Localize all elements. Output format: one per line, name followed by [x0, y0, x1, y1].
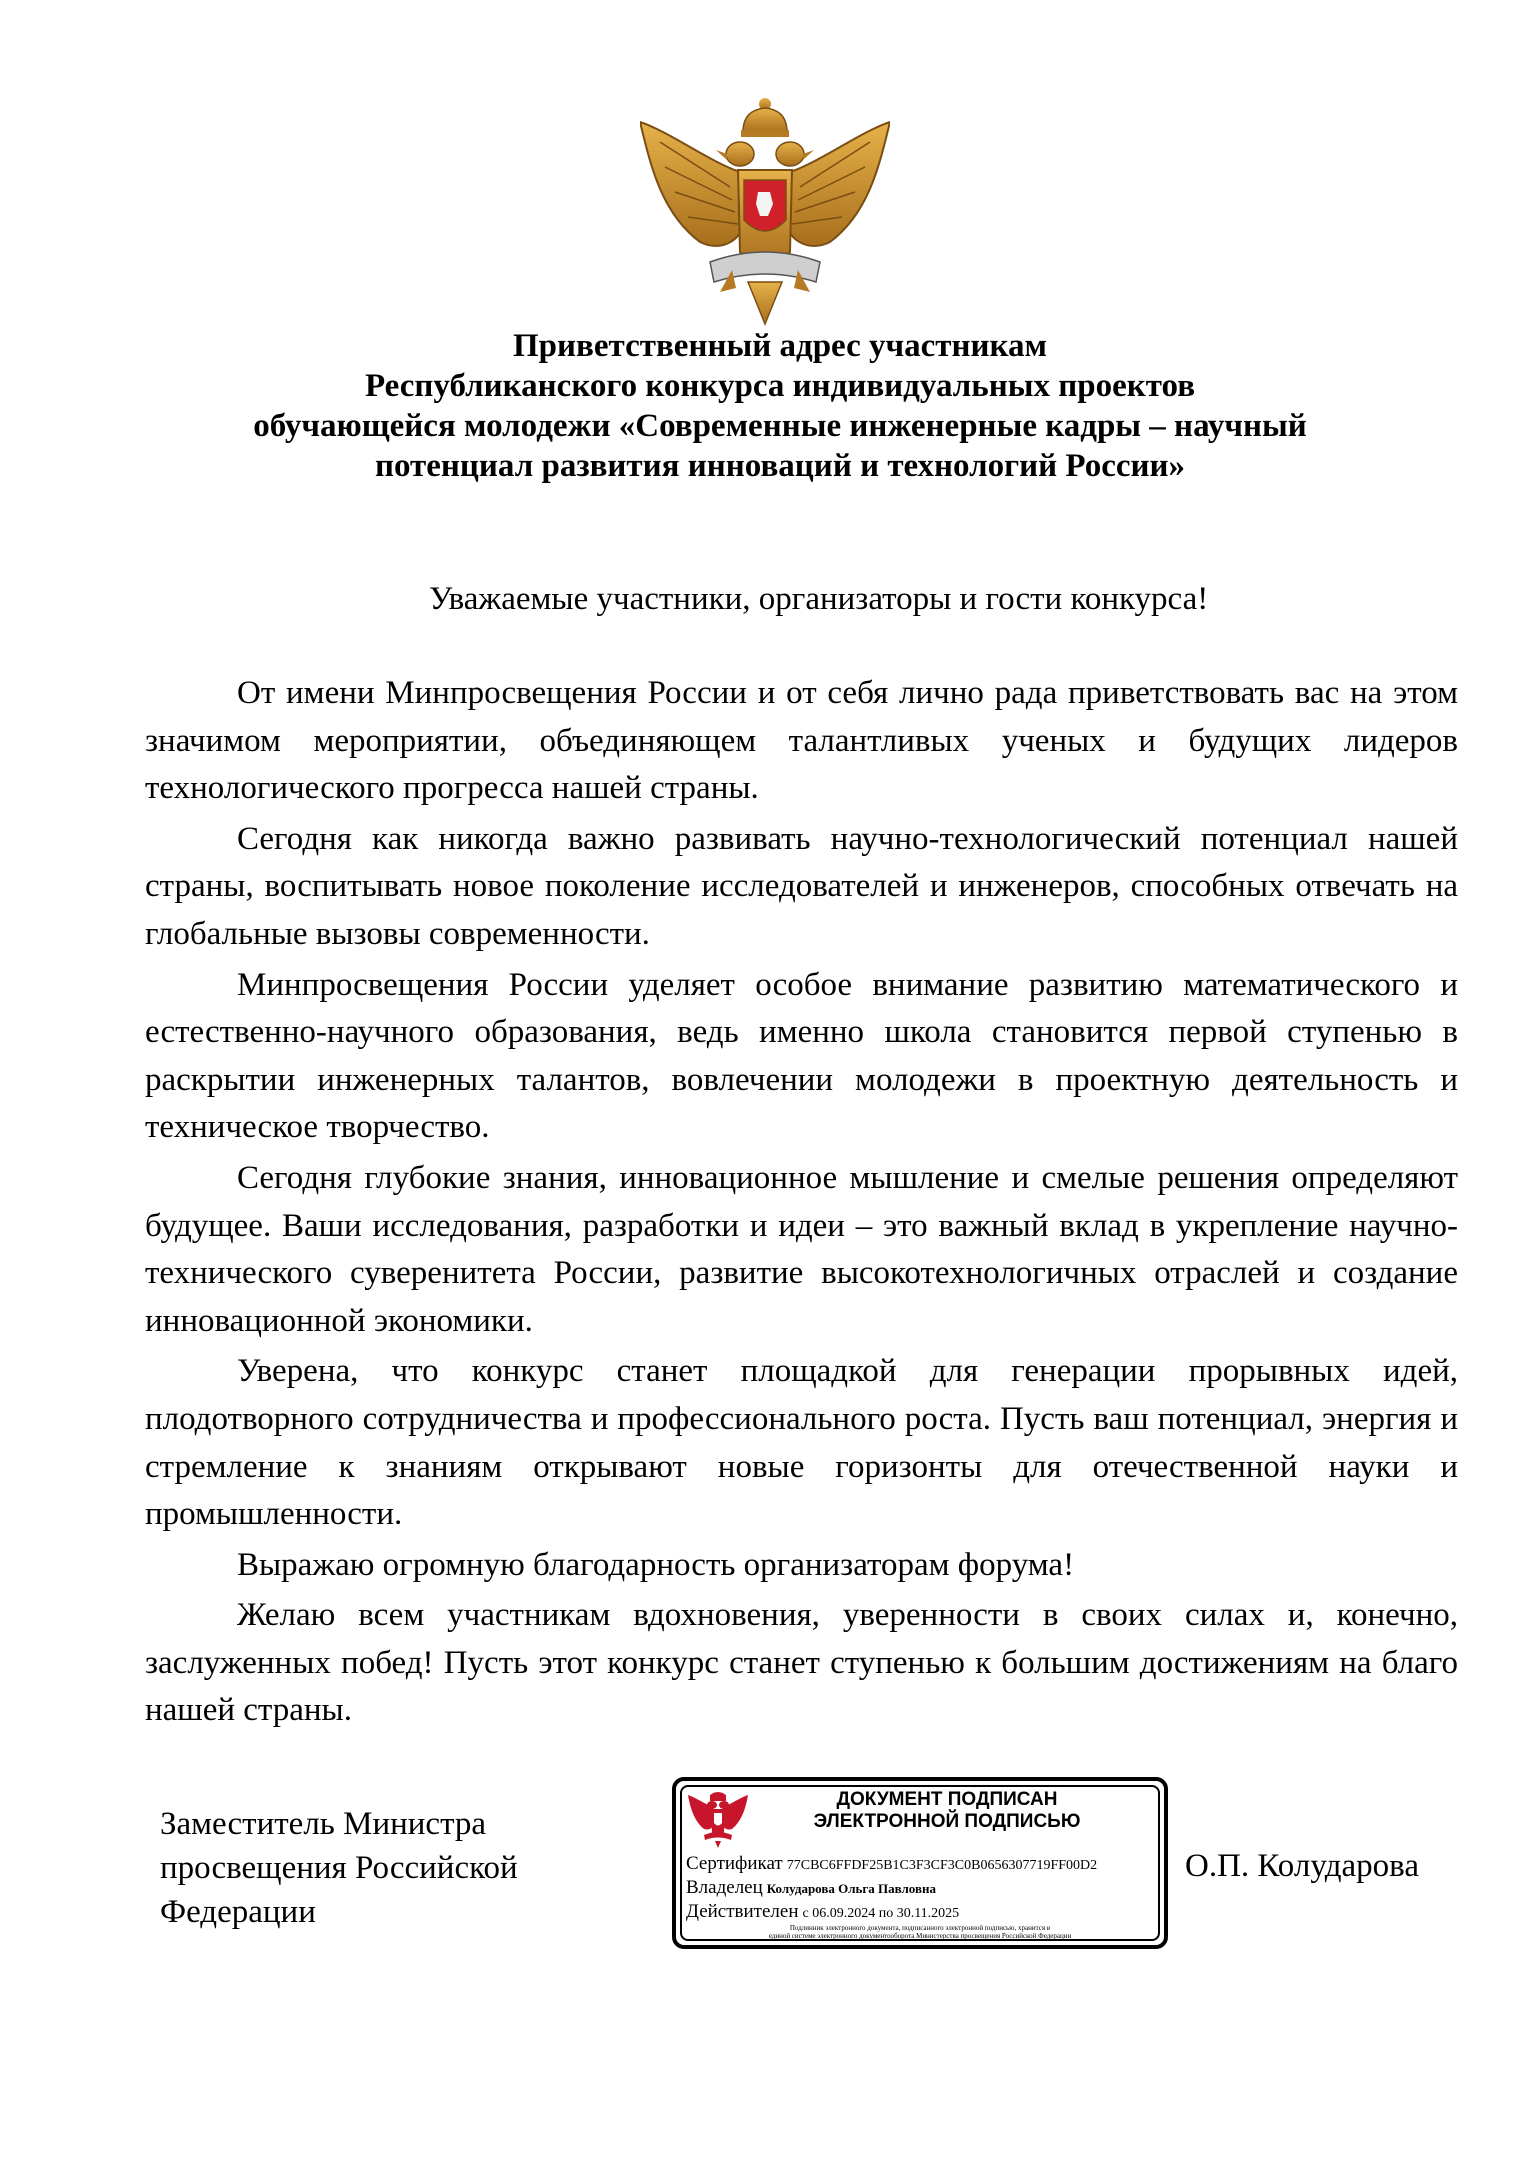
ministry-emblem-icon: [640, 92, 890, 327]
document-title: [150, 326, 1410, 486]
owner-label: Владелец: [686, 1877, 763, 1898]
title-line-4: потенциал развития инноваций и технологий России»: [374, 448, 1186, 484]
paragraph: Выражаю огромную благодарность организаторам форума!: [237, 1546, 1075, 1583]
certificate-label: Сертификат: [686, 1853, 783, 1874]
letter-body: [145, 670, 1458, 1738]
certificate-value: 77CBC6FFDF25B1C3F3CF3C0B0656307719FF00D2: [786, 1858, 1098, 1873]
title-line-2: Республиканского конкурса индивидуальных проектов: [364, 368, 1196, 404]
paragraph: Сегодня глубокие знания, инновационное мышление и смелые решения определяют будущее. Ваши исследования, разработки и идеи – это важный вклад в укрепление научно-технического суверенитета России, развитие высокотехнологичных отраслей и создание инновационной экономики.: [145, 1159, 1458, 1339]
position-line-1: Заместитель Министра: [160, 1806, 487, 1842]
title-line-3: обучающейся молодежи «Современные инженерные кадры – научный: [253, 408, 1307, 444]
stamp-heading-line-2: ЭЛЕКТРОННОЙ ПОДПИСЬЮ: [813, 1811, 1081, 1832]
greeting: Уважаемые участники, организаторы и гости конкурса!: [429, 581, 1209, 617]
stamp-footnote: [686, 1924, 1154, 1940]
ministry-emblem-small-icon: [688, 1791, 748, 1849]
paragraph: Сегодня как никогда важно развивать научно-технологический потенциал нашей страны, воспитывать новое поколение исследователей и инженеров, способных отвечать на глобальные вызовы современности.: [145, 820, 1458, 952]
stamp-note-line-1: Подлинник электронного документа, подписанного электронной подписью, хранится в: [789, 1924, 1051, 1932]
title-line-1: Приветственный адрес участникам: [513, 328, 1047, 364]
stamp-note-line-2: единой системе электронного документооборота Министерства просвещения Российской Федерации: [768, 1932, 1072, 1940]
stamp-heading: [762, 1789, 1132, 1833]
validity-value: с 06.09.2024 по 30.11.2025: [802, 1906, 960, 1921]
position-line-3: Федерации: [160, 1894, 316, 1930]
stamp-certificate-row: [686, 1853, 1097, 1877]
stamp-validity-row: [686, 1901, 959, 1925]
stamp-heading-line-1: ДОКУМЕНТ ПОДПИСАН: [836, 1789, 1058, 1810]
position-line-2: просвещения Российской: [160, 1850, 518, 1886]
paragraph: От имени Минпросвещения России и от себя лично рада приветствовать вас на этом значимом мероприятии, объединяющем талантливых ученых и будущих лидеров технологического прогресса нашей страны.: [145, 675, 1458, 807]
signatory-position: [160, 1802, 518, 1934]
signer-name: О.П. Колударова: [1185, 1848, 1419, 1884]
validity-label: Действителен: [686, 1901, 799, 1922]
paragraph: Желаю всем участникам вдохновения, уверенности в своих силах и, конечно, заслуженных побед! Пусть этот конкурс станет ступенью к большим достижениям на благо нашей страны.: [145, 1597, 1458, 1729]
electronic-signature-stamp: [672, 1777, 1168, 1949]
stamp-owner-row: [686, 1877, 936, 1900]
paragraph: Уверена, что конкурс станет площадкой для генерации прорывных идей, плодотворного сотрудничества и профессионального роста. Пусть ваш потенциал, энергия и стремление к знаниям открывают новые горизонты для отечественной науки и промышленности.: [145, 1353, 1458, 1533]
owner-value: Колударова Ольга Павловна: [766, 1881, 936, 1896]
paragraph: Минпросвещения России уделяет особое внимание развитию математического и естественно-научного образования, ведь именно школа становится первой ступенью в раскрытии инженерных талантов, вовлечении молодежи в проектную деятельность и техническое творчество.: [145, 966, 1458, 1146]
